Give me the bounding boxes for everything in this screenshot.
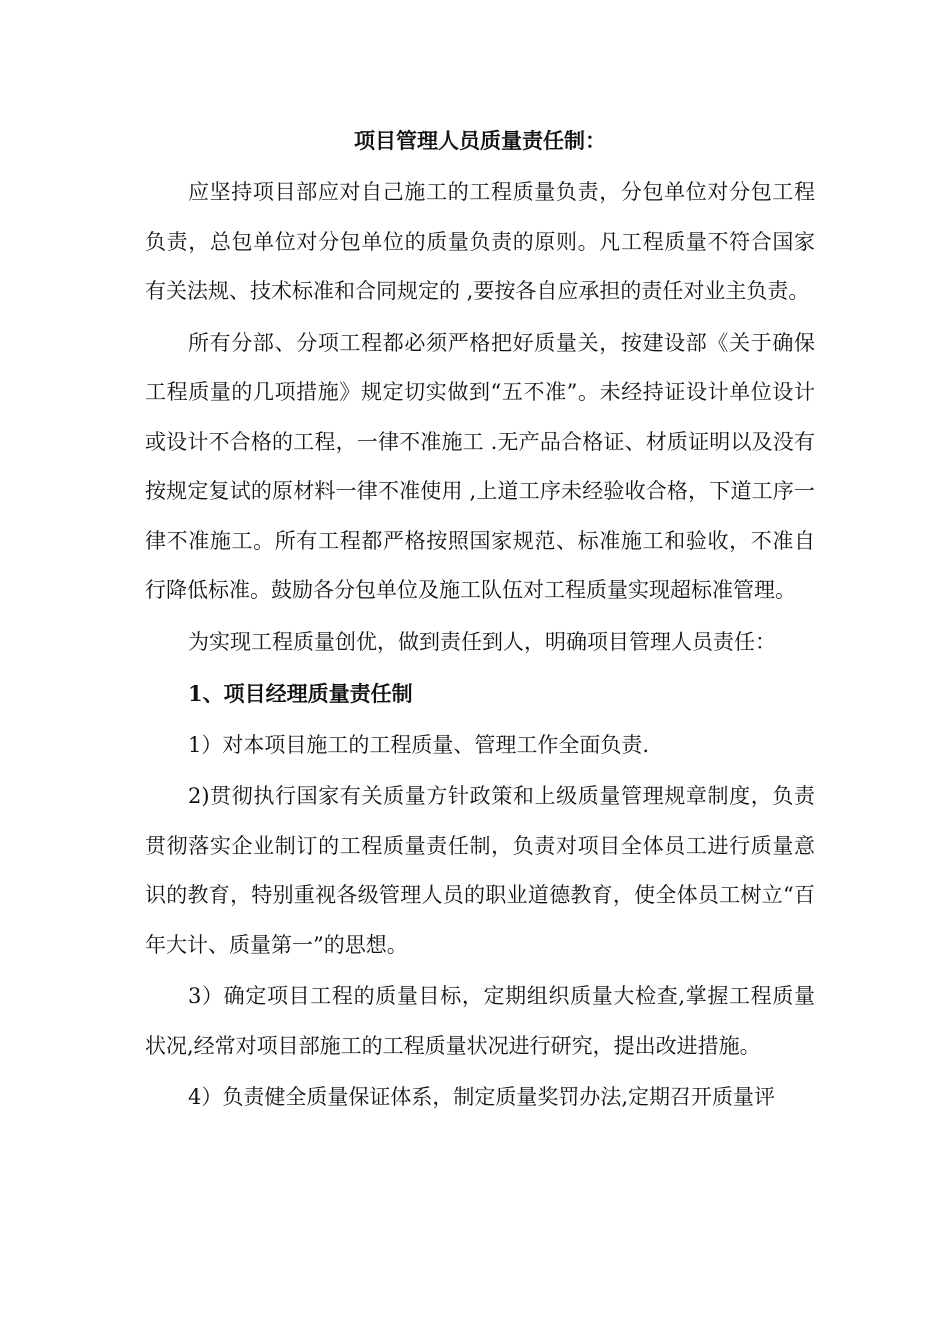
- document-body: [145, 122, 815, 1125]
- list-item: 2)贯彻执行国家有关质量方针政策和上级质量管理规章制度，负责贯彻落实企业制订的工程质量责任制，负责对项目全体员工进行质量意识的教育，特别重视各级管理人员的职业道德教育，使全体员工树立“百年大计、质量第一”的思想。: [145, 784, 815, 957]
- section-heading: 1、项目经理质量责任制: [188, 681, 413, 706]
- list-item: 4）负责健全质量保证体系，制定质量奖罚办法,定期召开质量评: [188, 1085, 776, 1109]
- paragraph-five-prohibitions: 所有分部、分项工程都必须严格把好质量关，按建设部《关于确保工程质量的几项措施》规定切实做到“五不准”。未经持证设计单位设计或设计不合格的工程，一律不准施工 .无产品合格证、材质证明以及没有按规定复试的原材料一律不准使用 ,上道工序未经验收合格，下道工序一律不准施工。所有工程都严格按照国家规范、标准施工和验收，不准自行降低标准。鼓励各分包单位及施工队伍对工程质量实现超标准管理。: [145, 330, 815, 602]
- list-item: 3）确定项目工程的质量目标，定期组织质量大检查,掌握工程质量状况,经常对项目部施工的工程质量状况进行研究，提出改进措施。: [145, 984, 815, 1058]
- paragraph-responsibility-principle: 应坚持项目部应对自己施工的工程质量负责，分包单位对分包工程负责，总包单位对分包单位的质量负责的原则。凡工程质量不符合国家有关法规、技术标准和合同规定的 ,要按各自应承担的责任对业主负责。: [145, 180, 815, 303]
- paragraph-intro: 为实现工程质量创优，做到责任到人，明确项目管理人员责任：: [188, 629, 776, 654]
- list-item: 1）对本项目施工的工程质量、管理工作全面负责.: [188, 732, 650, 757]
- document-title: 项目管理人员质量责任制：: [354, 128, 606, 153]
